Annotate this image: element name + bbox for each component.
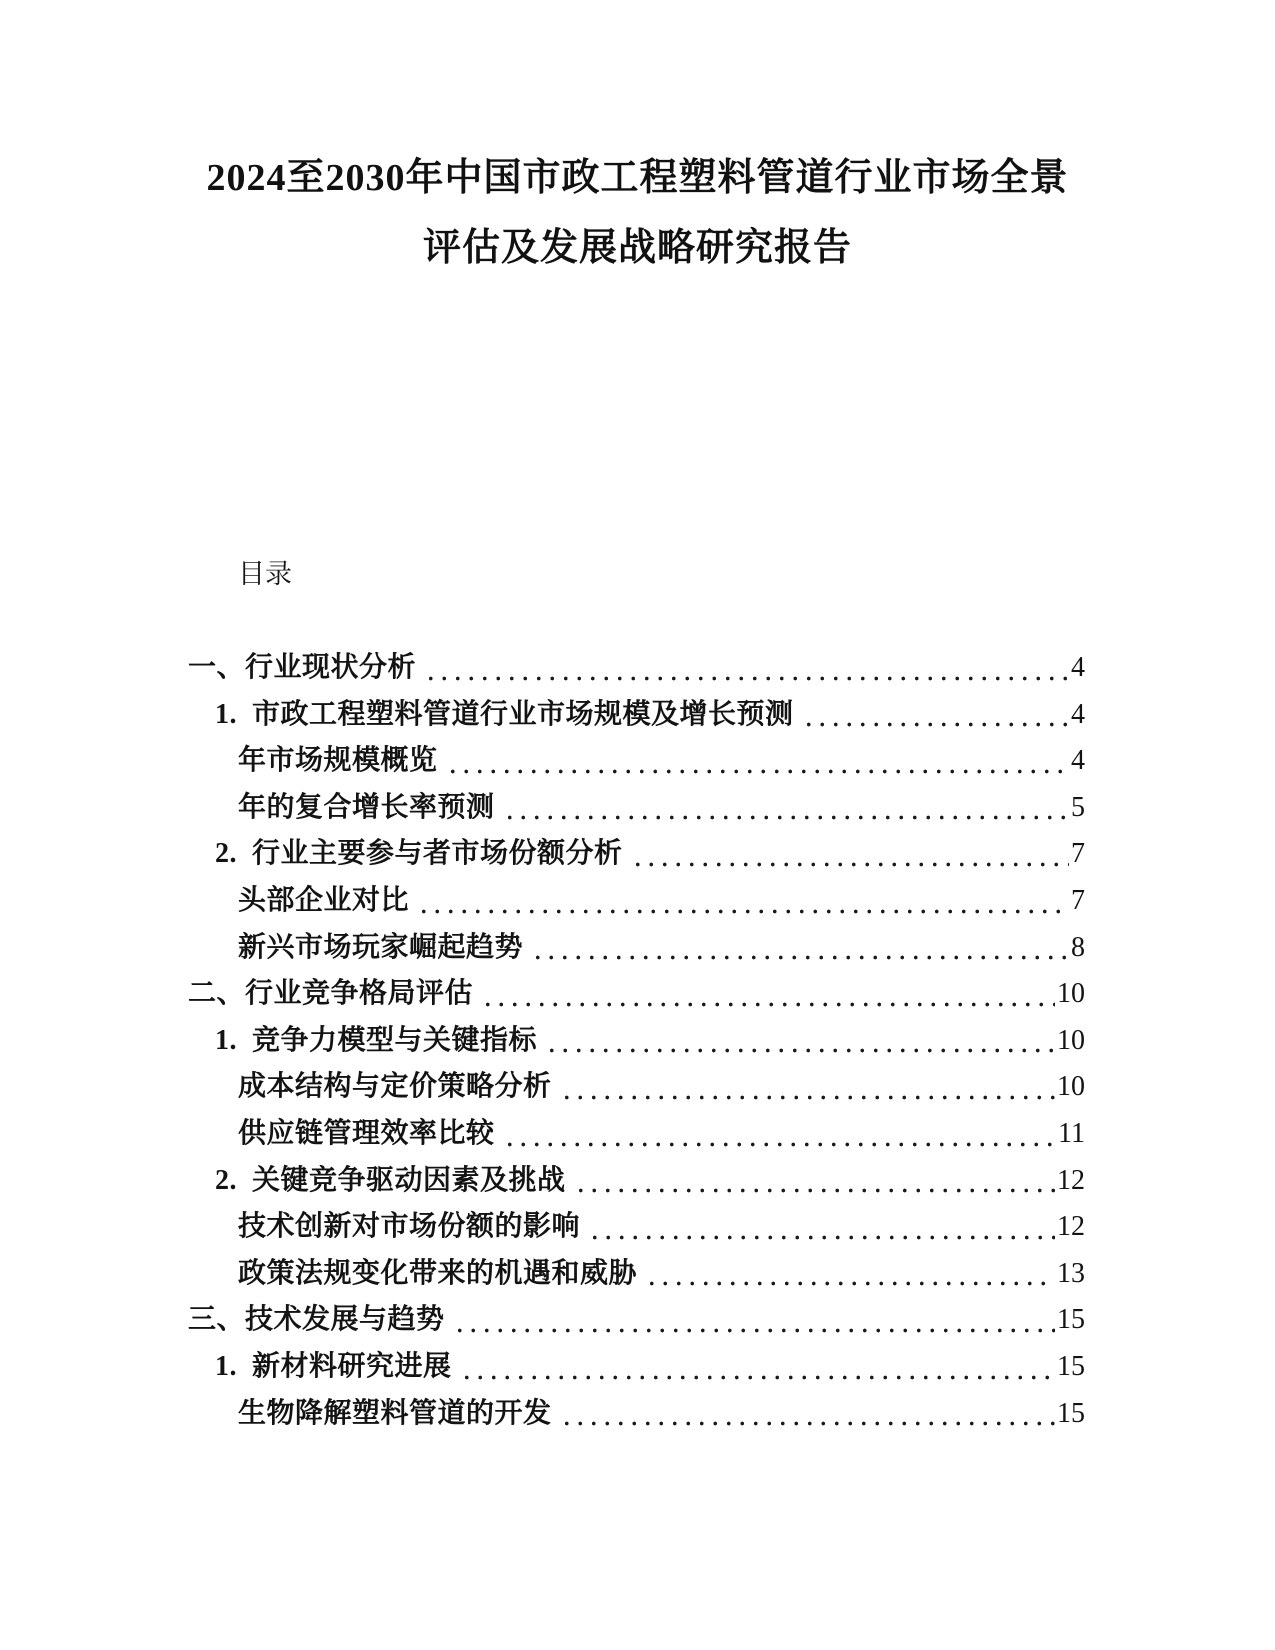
document-title-line1: 2024至2030年中国市政工程塑料管道行业市场全景 <box>206 157 1069 199</box>
toc-entry-label: 2. 关键竞争驱动因素及挑战 <box>215 1164 566 1196</box>
toc-entry-label: 年的复合增长率预测 <box>238 791 495 823</box>
toc-heading: 目录 <box>238 559 292 589</box>
toc-leader-dots <box>446 738 1069 785</box>
toc-entry-label: 供应链管理效率比较 <box>238 1117 495 1149</box>
toc-leader-dots <box>503 785 1069 832</box>
document-title-line2: 评估及发展战略研究报告 <box>422 227 852 269</box>
toc-entry[interactable] <box>188 1251 1085 1298</box>
toc-entry-number: 2. <box>215 1164 237 1196</box>
toc-list <box>188 645 1085 1437</box>
toc-entry-number: 1. <box>215 698 237 730</box>
toc-entry-label: 一、行业现状分析 <box>188 652 417 683</box>
toc-entry[interactable] <box>188 692 1085 739</box>
toc-entry-label: 1. 新材料研究进展 <box>215 1350 452 1382</box>
toc-leader-dots <box>574 1158 1055 1205</box>
toc-entry-page: 15 <box>1057 1397 1085 1429</box>
toc-leader-dots <box>560 1391 1055 1438</box>
toc-entry-label: 年市场规模概览 <box>238 745 438 777</box>
toc-leader-dots <box>531 925 1069 972</box>
toc-entry[interactable] <box>188 1204 1085 1251</box>
toc-entry-page: 12 <box>1057 1164 1085 1196</box>
toc-entry-page: 5 <box>1071 791 1085 823</box>
toc-entry-label: 新兴市场玩家崛起趋势 <box>238 931 524 963</box>
toc-entry-number: 1. <box>215 1024 237 1056</box>
toc-entry-label: 1. 市政工程塑料管道行业市场规模及增长预测 <box>215 698 794 730</box>
toc-entry[interactable] <box>188 878 1085 925</box>
toc-entry[interactable] <box>188 785 1085 832</box>
toc-entry-page: 4 <box>1071 652 1085 683</box>
toc-entry[interactable] <box>188 971 1085 1018</box>
toc-entry-label: 政策法规变化带来的机遇和威胁 <box>238 1257 638 1289</box>
toc-entry-number: 1. <box>215 1350 237 1382</box>
toc-entry-page: 4 <box>1071 745 1085 777</box>
toc-entry[interactable] <box>188 1064 1085 1111</box>
toc-leader-dots <box>460 1344 1055 1391</box>
toc-leader-dots <box>424 645 1069 692</box>
toc-entry-page: 15 <box>1057 1350 1085 1382</box>
toc-leader-dots <box>645 1251 1055 1298</box>
toc-entry-label: 头部企业对比 <box>238 884 410 916</box>
toc-entry-label: 生物降解塑料管道的开发 <box>238 1397 552 1429</box>
toc-entry[interactable] <box>188 1391 1085 1438</box>
toc-leader-dots <box>417 878 1069 925</box>
toc-leader-dots <box>560 1064 1055 1111</box>
toc-entry-label: 1. 竞争力模型与关键指标 <box>215 1024 538 1056</box>
toc-entry[interactable] <box>188 1158 1085 1205</box>
toc-entry-page: 12 <box>1057 1211 1085 1243</box>
toc-leader-dots <box>545 1018 1055 1065</box>
toc-entry[interactable] <box>188 1344 1085 1391</box>
toc-entry[interactable] <box>188 1297 1085 1344</box>
toc-entry-page: 10 <box>1057 978 1085 1010</box>
toc-entry-page: 13 <box>1057 1257 1085 1289</box>
toc-entry[interactable] <box>188 925 1085 972</box>
toc-leader-dots <box>503 1111 1057 1158</box>
toc-entry-page: 4 <box>1071 698 1085 730</box>
toc-entry[interactable] <box>188 1111 1085 1158</box>
toc-entry[interactable] <box>188 1018 1085 1065</box>
toc-entry-label: 2. 行业主要参与者市场份额分析 <box>215 838 623 870</box>
toc-leader-dots <box>802 692 1069 739</box>
toc-entry[interactable] <box>188 831 1085 878</box>
toc-entry-number: 2. <box>215 838 237 870</box>
toc-entry-page: 7 <box>1071 884 1085 916</box>
toc-entry-page: 10 <box>1057 1071 1085 1103</box>
toc-entry-label: 技术创新对市场份额的影响 <box>238 1211 581 1243</box>
toc-entry-label: 成本结构与定价策略分析 <box>238 1071 552 1103</box>
toc-leader-dots <box>588 1204 1055 1251</box>
toc-entry-page: 10 <box>1057 1024 1085 1056</box>
toc-entry-label: 三、技术发展与趋势 <box>188 1304 445 1336</box>
toc-leader-dots <box>481 971 1055 1018</box>
toc-entry-page: 15 <box>1057 1304 1085 1336</box>
toc-entry[interactable] <box>188 645 1085 692</box>
toc-leader-dots <box>631 831 1069 878</box>
toc-entry-page: 7 <box>1071 838 1085 870</box>
toc-leader-dots <box>453 1297 1055 1344</box>
toc-entry-label: 二、行业竞争格局评估 <box>188 978 474 1010</box>
toc-entry-page: 11 <box>1058 1117 1085 1149</box>
document-title <box>0 143 1275 283</box>
toc-entry[interactable] <box>188 738 1085 785</box>
toc-entry-page: 8 <box>1071 931 1085 963</box>
